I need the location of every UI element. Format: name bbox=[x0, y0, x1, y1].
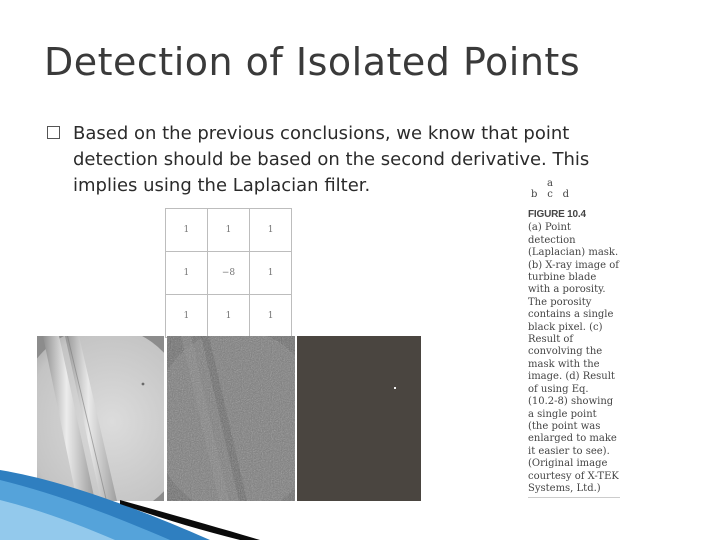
mask-cell: 1 bbox=[207, 295, 249, 338]
panel-label-a: a bbox=[547, 178, 553, 189]
panel-label-c: c bbox=[547, 189, 553, 200]
mask-cell: 1 bbox=[250, 295, 292, 338]
mask-cell-center: −8 bbox=[207, 252, 249, 295]
point-detection-result-image bbox=[297, 336, 421, 501]
mask-cell: 1 bbox=[166, 252, 208, 295]
bullet-marker-icon bbox=[47, 126, 60, 139]
laplacian-mask-grid bbox=[165, 208, 292, 338]
mask-cell: 1 bbox=[166, 209, 208, 252]
mask-cell: 1 bbox=[166, 295, 208, 338]
point-detection-result-graphic bbox=[297, 336, 421, 501]
figure-caption-title: FIGURE 10.4 bbox=[528, 209, 586, 220]
decorative-ribbon bbox=[0, 470, 300, 540]
figure-caption-text: (a) Point detection (Laplacian) mask. (b) X-ray image of turbine blade with a porosity. The porosity contains a single black pixel. (c) Result of convolving the mask with the image. (d) Result of using Eq. (10.2-8) showing a single point (the point was enlarged to make it easier to see). (Original image courtesy of X-TEK Systems, Ltd.) bbox=[528, 222, 619, 494]
mask-cell: 1 bbox=[250, 209, 292, 252]
slide-title: Detection of Isolated Points bbox=[44, 40, 581, 84]
detected-point-marker bbox=[394, 387, 396, 389]
figure-panel-key bbox=[527, 178, 573, 200]
bullet-text: Based on the previous conclusions, we know that point detection should be based on the second derivative. This implies using the Laplacian filter. bbox=[73, 123, 590, 196]
panel-label-d: d bbox=[562, 189, 569, 200]
panel-label-b: b bbox=[531, 189, 538, 200]
mask-cell: 1 bbox=[250, 252, 292, 295]
mask-cell: 1 bbox=[207, 209, 249, 252]
figure-caption bbox=[528, 209, 620, 498]
